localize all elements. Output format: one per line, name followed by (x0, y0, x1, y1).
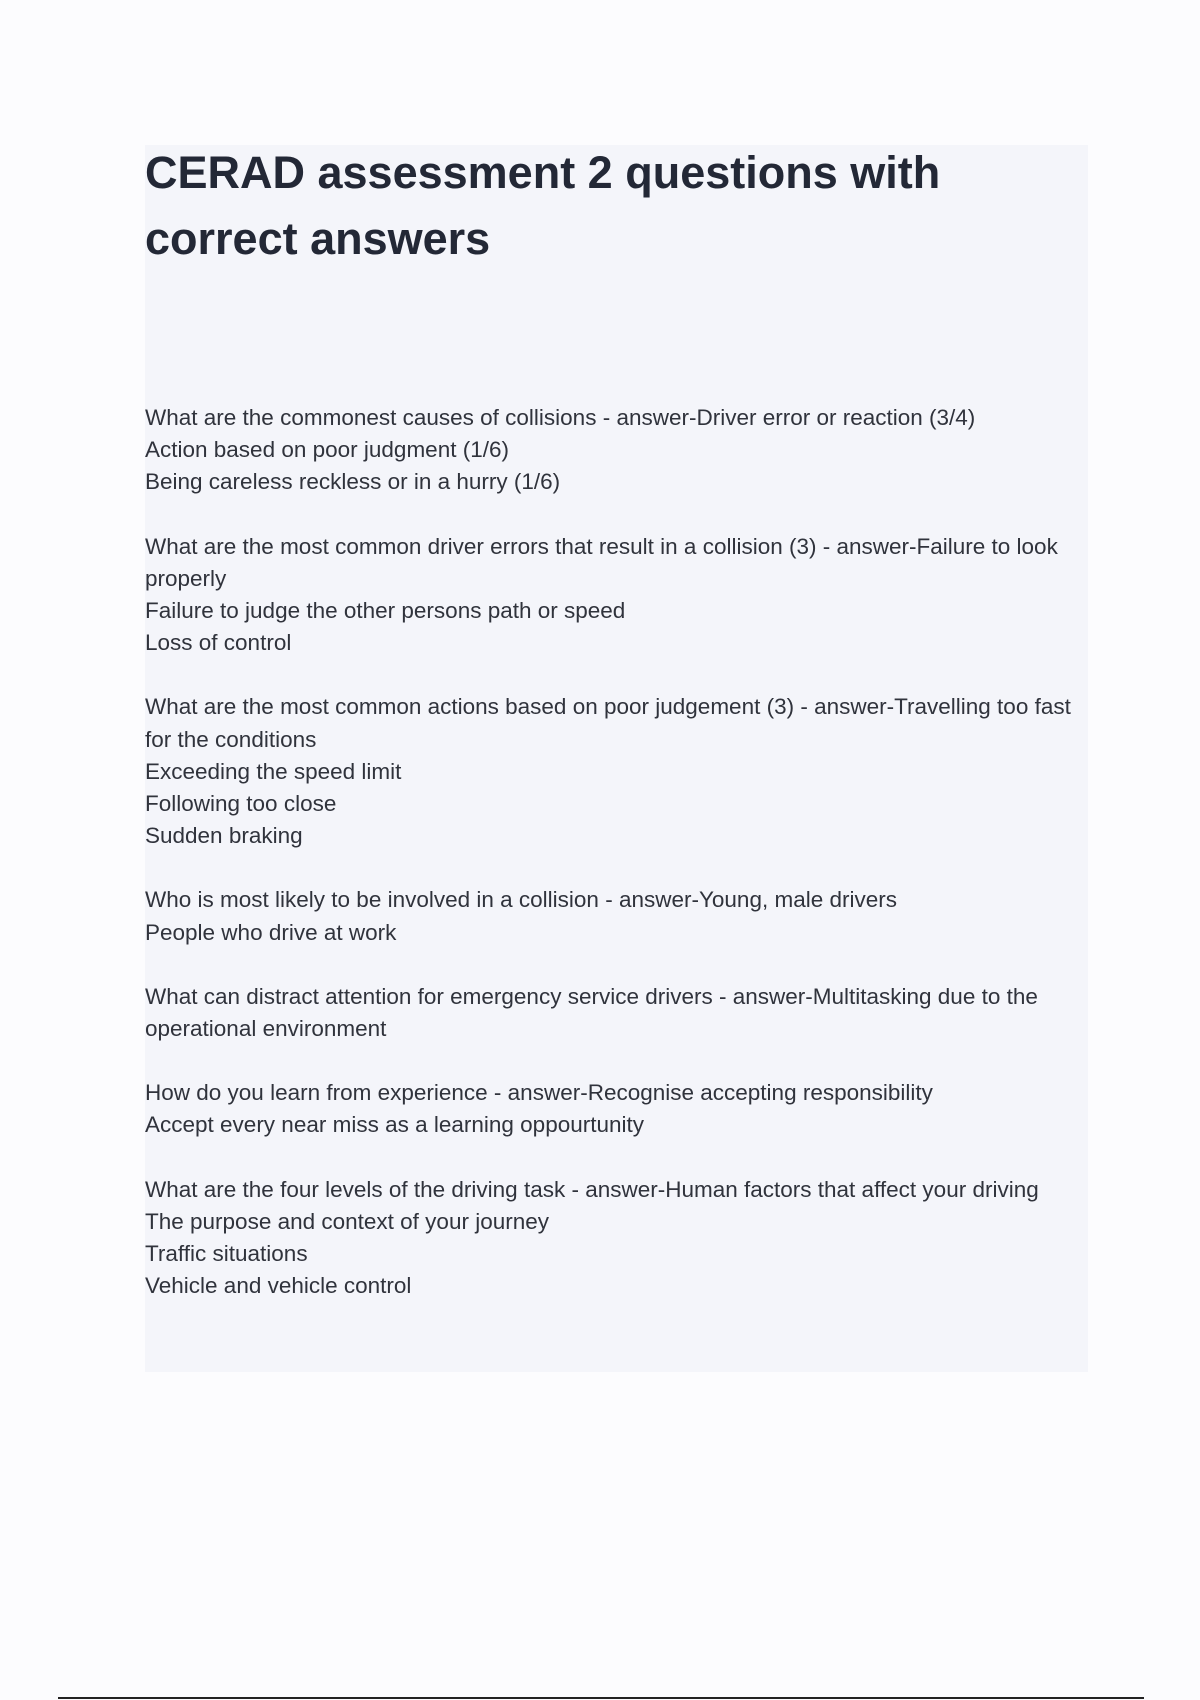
qa-question-line: What are the four levels of the driving task - answer-Human factors that affect your driving (145, 1176, 1039, 1202)
qa-question-line: What are the most common actions based on poor judgement (3) - answer-Travelling too fast for the conditions (145, 694, 1071, 752)
qa-question-line: What are the most common driver errors that result in a collision (3) - answer-Failure to look properly (145, 533, 1058, 591)
footer-divider (58, 1697, 1144, 1699)
qa-list (145, 402, 1085, 1334)
qa-item (145, 531, 1085, 660)
qa-item (145, 1174, 1085, 1303)
qa-question-line: How do you learn from experience - answer-Recognise accepting responsibility (145, 1080, 933, 1106)
qa-answer-line: Failure to judge the other persons path or speed (145, 598, 626, 624)
qa-question-line: What can distract attention for emergency service drivers - answer-Multitasking due to the operational environment (145, 983, 1038, 1042)
qa-answer-line: Exceeding the speed limit (145, 758, 402, 784)
qa-answer-line: Accept every near miss as a learning oppourtunity (145, 1112, 645, 1138)
qa-question-line: What are the commonest causes of collisions - answer-Driver error or reaction (3/4) (145, 405, 976, 430)
qa-answer-line: People who drive at work (145, 919, 397, 945)
qa-answer-line: Sudden braking (145, 823, 303, 849)
qa-answer-line: Traffic situations (145, 1241, 308, 1267)
qa-question-line: Who is most likely to be involved in a collision - answer-Young, male drivers (145, 887, 897, 913)
document-title: CERAD assessment 2 questions with correct answers (145, 147, 941, 264)
qa-item (145, 884, 1085, 948)
qa-item (145, 981, 1085, 1045)
qa-answer-line: Following too close (145, 791, 337, 817)
qa-item (145, 1077, 1085, 1141)
qa-item (145, 402, 1085, 499)
qa-item (145, 691, 1085, 852)
qa-answer-line: Loss of control (145, 630, 292, 656)
qa-answer-line: Action based on poor judgment (1/6) (145, 437, 509, 463)
qa-answer-line: Vehicle and vehicle control (145, 1273, 412, 1299)
qa-answer-line: The purpose and context of your journey (145, 1208, 550, 1234)
qa-answer-line: Being careless reckless or in a hurry (1/6) (145, 469, 561, 495)
